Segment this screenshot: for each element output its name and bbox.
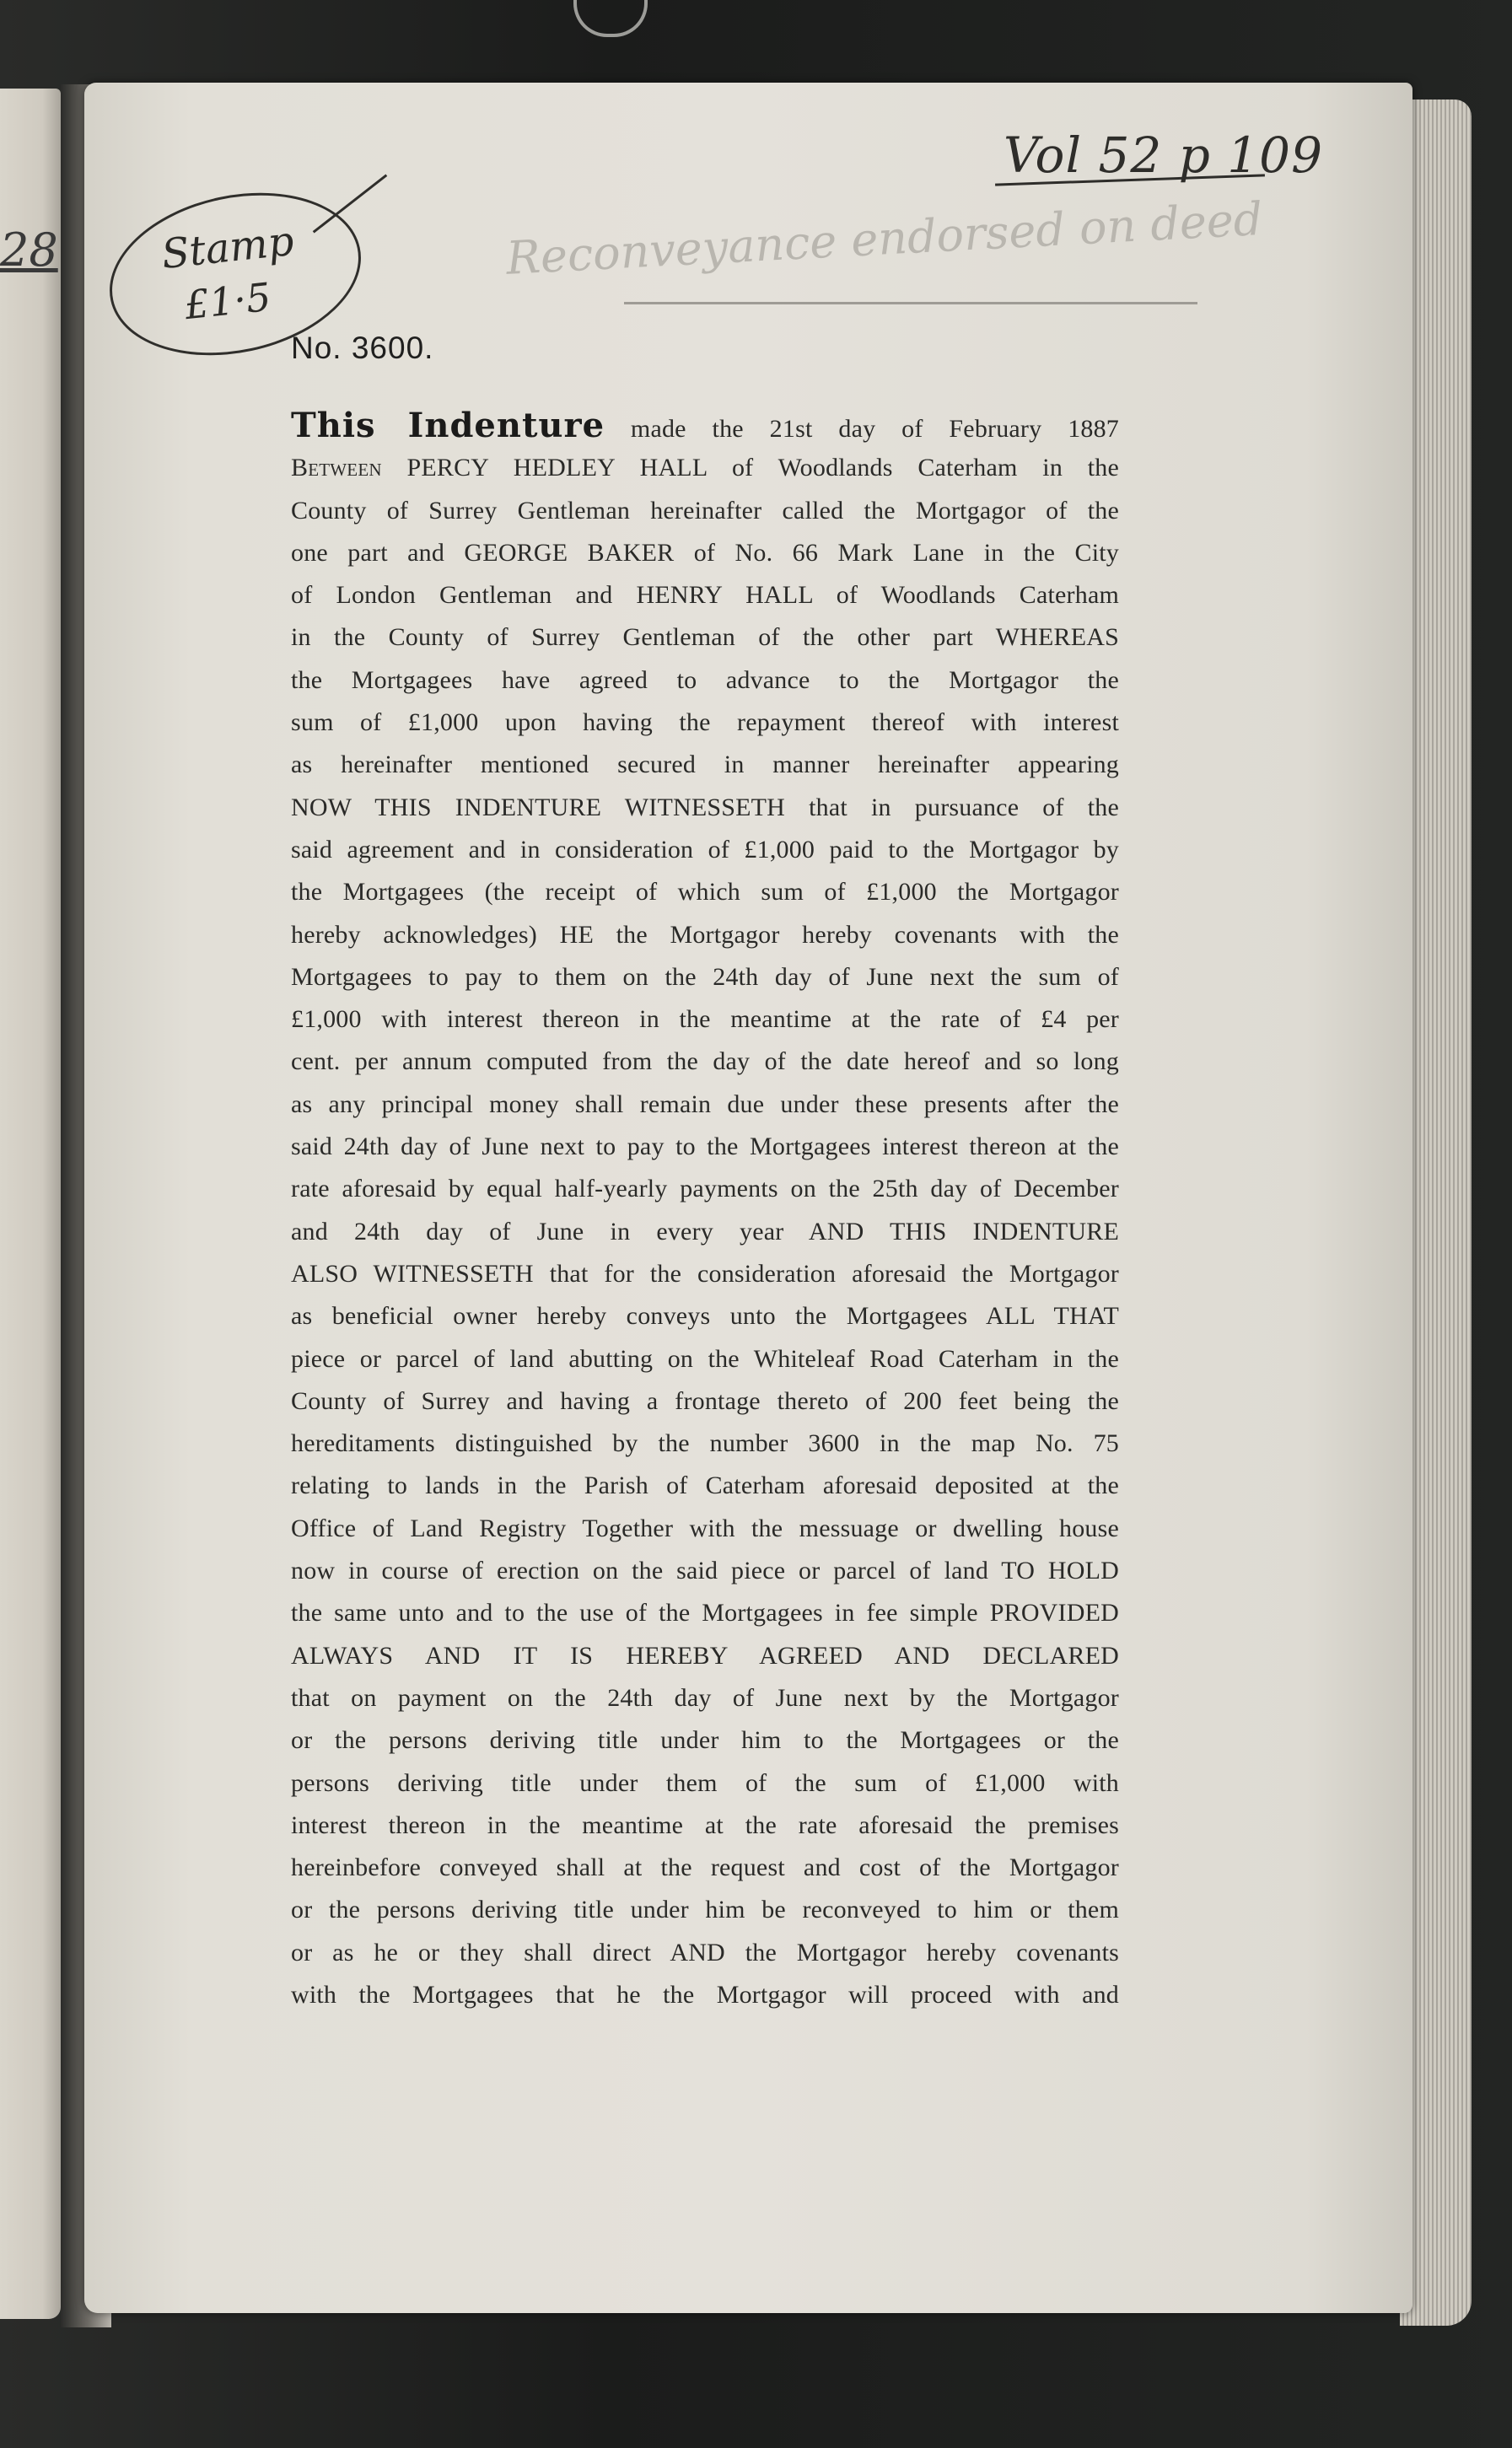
text-line: one part and GEORGE BAKER of No. 66 Mark Lane in the City (291, 538, 1119, 567)
text-line (291, 447, 1119, 489)
faint-pencil-line (624, 302, 1197, 304)
text-line: ALSO WITNESSETH that for the consideration aforesaid the Mortgagor (291, 1259, 1119, 1288)
volume-reference-annotation: Vol 52 p 109 (1004, 126, 1323, 184)
text-line: or as he or they shall direct AND the Mortgagor hereby covenants (291, 1938, 1119, 1966)
text-line: sum of £1,000 upon having the repayment thereof with interest (291, 708, 1119, 737)
text-line: or the persons deriving title under him to the Mortgagees or the (291, 1726, 1119, 1755)
text-line: £1,000 with interest thereon in the meantime at the rate of £4 per (291, 1005, 1119, 1034)
text-line: in the County of Surrey Gentleman of the other part WHEREAS (291, 623, 1119, 652)
faint-pencil-note: Reconveyance endorsed on deed (504, 191, 1264, 285)
text-line: hereby acknowledges) HE the Mortgagor hereby covenants with the (291, 920, 1119, 949)
text-line: ALWAYS AND IT IS HEREBY AGREED AND DECLARED (291, 1641, 1119, 1670)
text-line: that on payment on the 24th day of June next by the Mortgagor (291, 1683, 1119, 1712)
text-line: with the Mortgagees that he the Mortgagor will proceed with and (291, 1980, 1119, 2009)
text-line: Office of Land Registry Together with the messuage or dwelling house (291, 1514, 1119, 1542)
text-line: the Mortgagees have agreed to advance to the Mortgagor the (291, 665, 1119, 694)
text-line: relating to lands in the Parish of Caterham aforesaid deposited at the (291, 1471, 1119, 1500)
text-line: said 24th day of June next to pay to the Mortgagees interest thereon at the (291, 1133, 1119, 1161)
text-line: of London Gentleman and HENRY HALL of Woodlands Caterham (291, 581, 1119, 610)
indenture-first-line (291, 405, 1119, 447)
text-line: piece or parcel of land abutting on the Whiteleaf Road Caterham in the (291, 1344, 1119, 1373)
text-line: the same unto and to the use of the Mortgagees in fee simple PROVIDED (291, 1599, 1119, 1628)
indenture-heading: This Indenture (291, 406, 605, 445)
previous-page-number: 28 (0, 223, 58, 277)
text-line-content: PERCY HEDLEY HALL of Woodlands Caterham in the (406, 454, 1120, 482)
text-line: as beneficial owner hereby conveys unto the Mortgagees ALL THAT (291, 1302, 1119, 1331)
text-line: hereinbefore conveyed shall at the request and cost of the Mortgagor (291, 1853, 1119, 1882)
text-line: Mortgagees to pay to them on the 24th day of June next the sum of (291, 962, 1119, 991)
text-line: or the persons deriving title under him be reconveyed to him or them (291, 1896, 1119, 1924)
text-line: now in course of erection on the said piece or parcel of land TO HOLD (291, 1557, 1119, 1585)
text-line: rate aforesaid by equal half-yearly payments on the 25th day of December (291, 1175, 1119, 1203)
document-number: No. 3600. (291, 331, 434, 365)
text-line: County of Surrey and having a frontage thereto of 200 feet being the (291, 1386, 1119, 1415)
text-line: said agreement and in consideration of £1,000 paid to the Mortgagor by (291, 835, 1119, 864)
text-line: as hereinafter mentioned secured in manner hereinafter appearing (291, 751, 1119, 779)
text-line: County of Surrey Gentleman hereinafter called the Mortgagor of the (291, 496, 1119, 525)
text-line: interest thereon in the meantime at the rate aforesaid the premises (291, 1810, 1119, 1839)
text-line: cent. per annum computed from the day of the date hereof and so long (291, 1047, 1119, 1076)
previous-page-edge (0, 89, 61, 2319)
stamp-duty-label: Stamp (159, 217, 297, 279)
text-line: NOW THIS INDENTURE WITNESSETH that in pursuance of the (291, 793, 1119, 821)
text-line: hereditaments distinguished by the number 3600 in the map No. 75 (291, 1429, 1119, 1458)
indenture-date-clause: made the 21st day of February 1887 (630, 415, 1119, 443)
text-line: persons deriving title under them of the sum of £1,000 with (291, 1768, 1119, 1797)
text-line: the Mortgagees (the receipt of which sum of £1,000 the Mortgagor (291, 878, 1119, 907)
text-line: and 24th day of June in every year AND THIS INDENTURE (291, 1217, 1119, 1246)
indenture-body (291, 405, 1119, 2016)
stamp-duty-amount: £1·5 (182, 273, 273, 329)
text-line: as any principal money shall remain due under these presents after the (291, 1089, 1119, 1118)
between-word: Between (291, 454, 382, 482)
